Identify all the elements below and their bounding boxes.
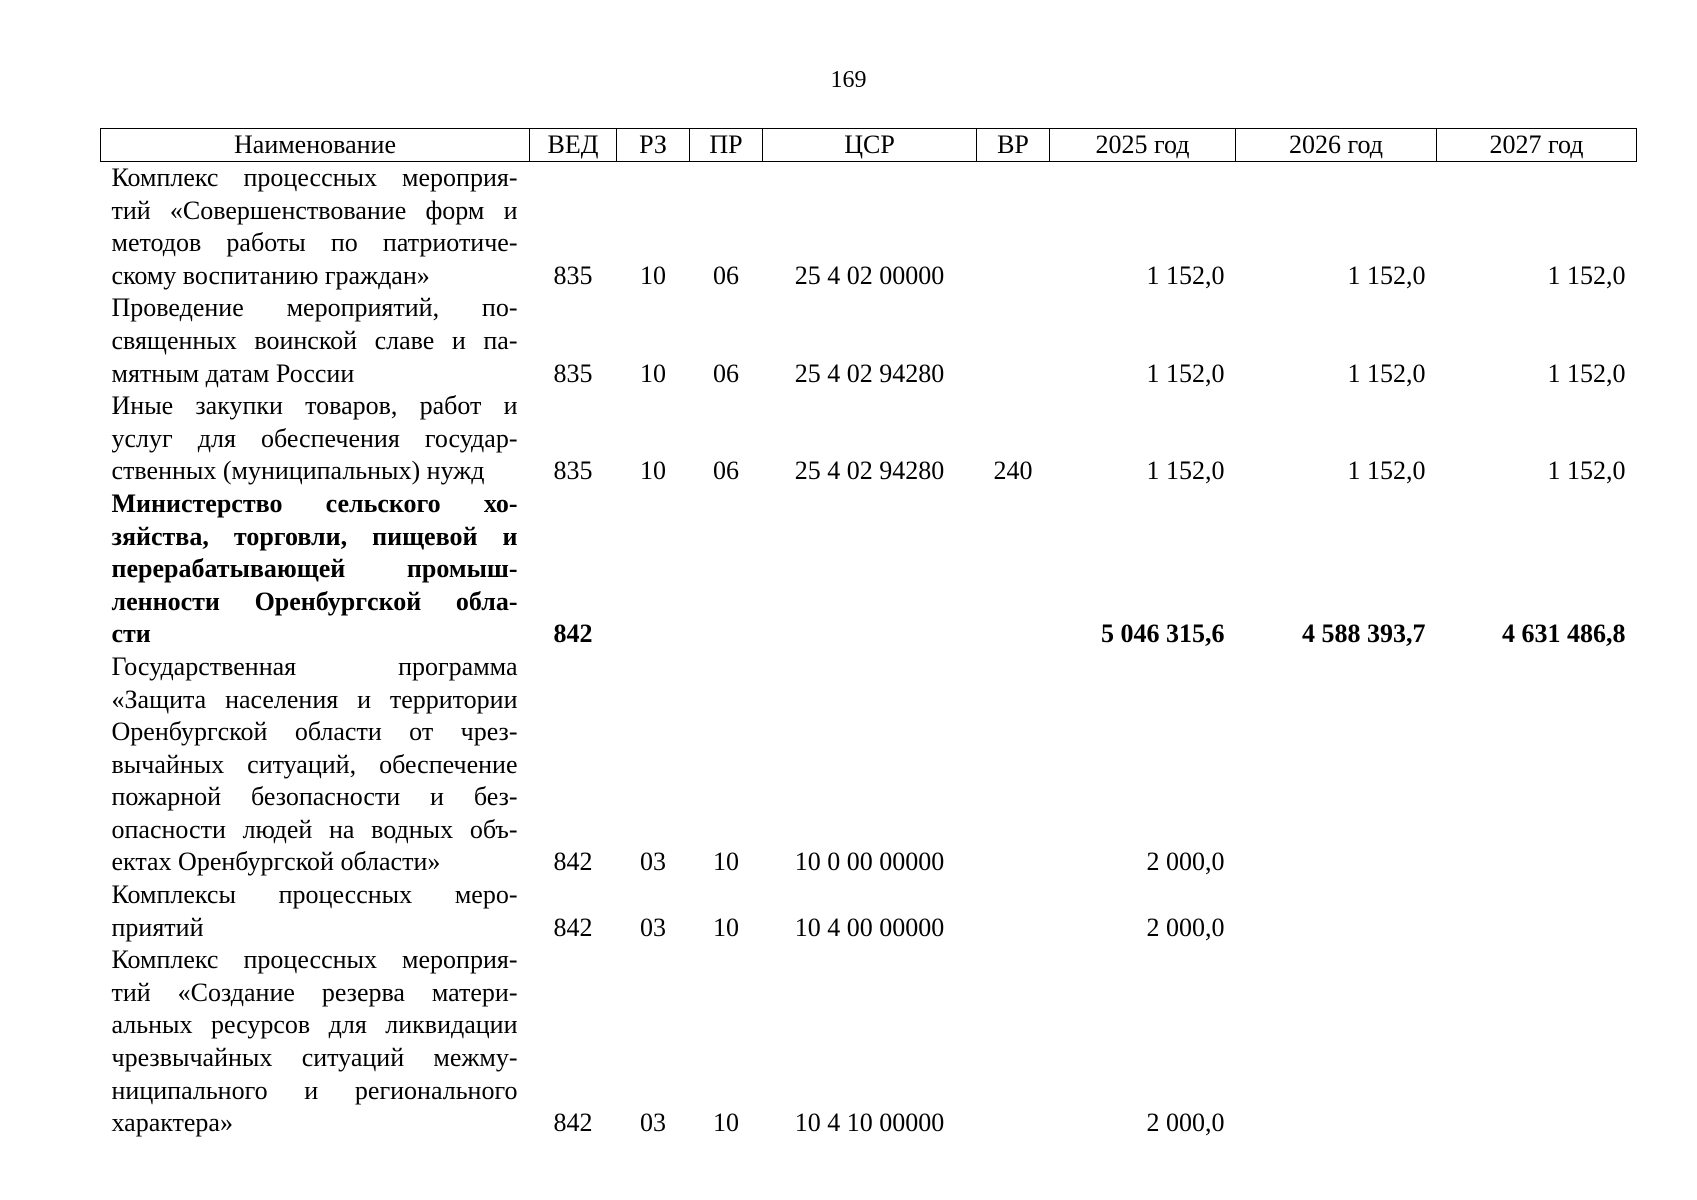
row-csr: 10 4 10 00000	[794, 1108, 945, 1138]
row-amount-2027	[1437, 879, 1637, 944]
row-pr: 10	[713, 847, 739, 877]
row-name-line: мятным датам России	[111, 358, 355, 388]
row-ved: 835	[553, 456, 593, 486]
table-header-row	[101, 129, 1637, 162]
budget-table	[100, 128, 1637, 1140]
row-name-line: Иные закупки товаров, работ и	[111, 391, 518, 421]
row-csr: 25 4 02 00000	[794, 260, 945, 290]
row-amount-2027: 1 152,0	[1547, 260, 1626, 290]
table-row	[101, 390, 1637, 488]
row-name-line: сти	[111, 619, 151, 649]
row-name	[101, 292, 530, 390]
table-row	[101, 292, 1637, 390]
row-name-line: ниципального и регионального	[111, 1075, 518, 1105]
row-csr: 10 4 00 00000	[794, 912, 945, 942]
row-amount-2027	[1437, 944, 1637, 1140]
row-pr	[690, 488, 763, 651]
row-name-line: «Защита населения и территории	[111, 684, 518, 714]
row-rz: 10	[640, 358, 666, 388]
row-name-line: тий «Совершенствование форм и	[111, 195, 518, 225]
row-name	[101, 944, 530, 1140]
row-name-line: Комплекс процессных мероприя-	[111, 163, 518, 192]
row-name-line: опасности людей на водных объ-	[111, 814, 518, 844]
row-name-line: ектах Оренбургской области»	[111, 847, 441, 877]
row-name-line: Комплексы процессных меро-	[111, 880, 518, 910]
row-name-line: священных воинской славе и па-	[111, 325, 518, 355]
table-row	[101, 162, 1637, 293]
row-pr: 06	[713, 456, 739, 486]
row-name-line: методов работы по патриотиче-	[111, 228, 518, 258]
row-csr: 10 0 00 00000	[794, 847, 945, 877]
table-row	[101, 488, 1637, 651]
row-vr	[977, 488, 1050, 651]
row-amount-2026: 1 152,0	[1347, 260, 1426, 290]
row-amount-2026: 1 152,0	[1347, 456, 1426, 486]
row-name-line: альных ресурсов для ликвидации	[111, 1010, 518, 1040]
row-name-line: чрезвычайных ситуаций межму-	[111, 1043, 518, 1073]
row-vr	[977, 879, 1050, 944]
row-name-line: Оренбургской области от чрез-	[111, 717, 518, 747]
row-ved: 842	[553, 912, 593, 942]
row-amount-2025: 5 046 315,6	[1101, 619, 1225, 649]
header-csr: ЦСР	[763, 129, 977, 162]
table-row	[101, 944, 1637, 1140]
row-amount-2025: 2 000,0	[1146, 1108, 1225, 1138]
row-vr	[977, 292, 1050, 390]
row-csr: 25 4 02 94280	[794, 358, 945, 388]
row-rz	[617, 488, 690, 651]
row-name-line: вычайных ситуаций, обеспечение	[111, 749, 518, 779]
row-amount-2027: 4 631 486,8	[1502, 619, 1626, 649]
row-amount-2026: 1 152,0	[1347, 358, 1426, 388]
row-ved: 842	[553, 619, 593, 649]
row-name	[101, 162, 530, 293]
page-number: 169	[830, 67, 867, 93]
table-row	[101, 651, 1637, 879]
row-pr: 06	[713, 260, 739, 290]
row-name-line: пожарной безопасности и без-	[111, 782, 518, 812]
row-ved: 842	[553, 1108, 593, 1138]
row-name-line: услуг для обеспечения государ-	[111, 423, 518, 453]
header-rz: РЗ	[617, 129, 690, 162]
row-name-line: тий «Создание резерва матери-	[111, 977, 518, 1007]
row-name	[101, 390, 530, 488]
row-name-line: ленности Оренбургской обла-	[111, 586, 518, 616]
row-name	[101, 879, 530, 944]
table-body	[101, 162, 1637, 1140]
row-vr	[977, 162, 1050, 293]
header-vr: ВР	[977, 129, 1050, 162]
row-name-line: приятий	[111, 912, 204, 942]
row-amount-2026	[1236, 879, 1437, 944]
row-vr	[977, 944, 1050, 1140]
row-name-line: характера»	[111, 1108, 233, 1138]
row-amount-2026	[1236, 651, 1437, 879]
row-ved: 842	[553, 847, 593, 877]
row-amount-2025: 1 152,0	[1146, 456, 1225, 486]
row-ved: 835	[553, 358, 593, 388]
row-amount-2027	[1437, 651, 1637, 879]
row-csr	[763, 488, 977, 651]
table-row	[101, 879, 1637, 944]
row-pr: 06	[713, 358, 739, 388]
row-csr: 25 4 02 94280	[794, 456, 945, 486]
row-rz: 03	[640, 847, 666, 877]
row-name-line: Проведение мероприятий, по-	[111, 293, 518, 323]
row-name-line: перерабатывающей промыш-	[111, 554, 518, 584]
header-2027: 2027 год	[1437, 129, 1637, 162]
header-2025: 2025 год	[1050, 129, 1236, 162]
row-amount-2027: 1 152,0	[1547, 456, 1626, 486]
row-rz: 10	[640, 260, 666, 290]
row-amount-2025: 1 152,0	[1146, 260, 1225, 290]
row-amount-2026	[1236, 944, 1437, 1140]
header-ved: ВЕД	[530, 129, 617, 162]
row-amount-2026: 4 588 393,7	[1302, 619, 1426, 649]
row-rz: 10	[640, 456, 666, 486]
row-rz: 03	[640, 1108, 666, 1138]
header-name: Наименование	[101, 129, 530, 162]
row-name-line: ственных (муниципальных) нужд	[111, 456, 485, 486]
row-rz: 03	[640, 912, 666, 942]
row-pr: 10	[713, 1108, 739, 1138]
row-name-line: зяйства, торговли, пищевой и	[111, 521, 518, 551]
row-ved: 835	[553, 260, 593, 290]
row-vr: 240	[993, 456, 1033, 486]
row-vr	[977, 651, 1050, 879]
row-amount-2025: 2 000,0	[1146, 912, 1225, 942]
row-name-line: Министерство сельского хо-	[111, 488, 518, 518]
row-amount-2027: 1 152,0	[1547, 358, 1626, 388]
row-amount-2025: 2 000,0	[1146, 847, 1225, 877]
row-name-line: скому воспитанию граждан»	[111, 260, 430, 290]
row-pr: 10	[713, 912, 739, 942]
row-name-line: Государственная программа	[111, 651, 518, 681]
row-name-line: Комплекс процессных мероприя-	[111, 945, 518, 975]
row-name	[101, 651, 530, 879]
header-pr: ПР	[690, 129, 763, 162]
header-2026: 2026 год	[1236, 129, 1437, 162]
row-amount-2025: 1 152,0	[1146, 358, 1225, 388]
row-name	[101, 488, 530, 651]
